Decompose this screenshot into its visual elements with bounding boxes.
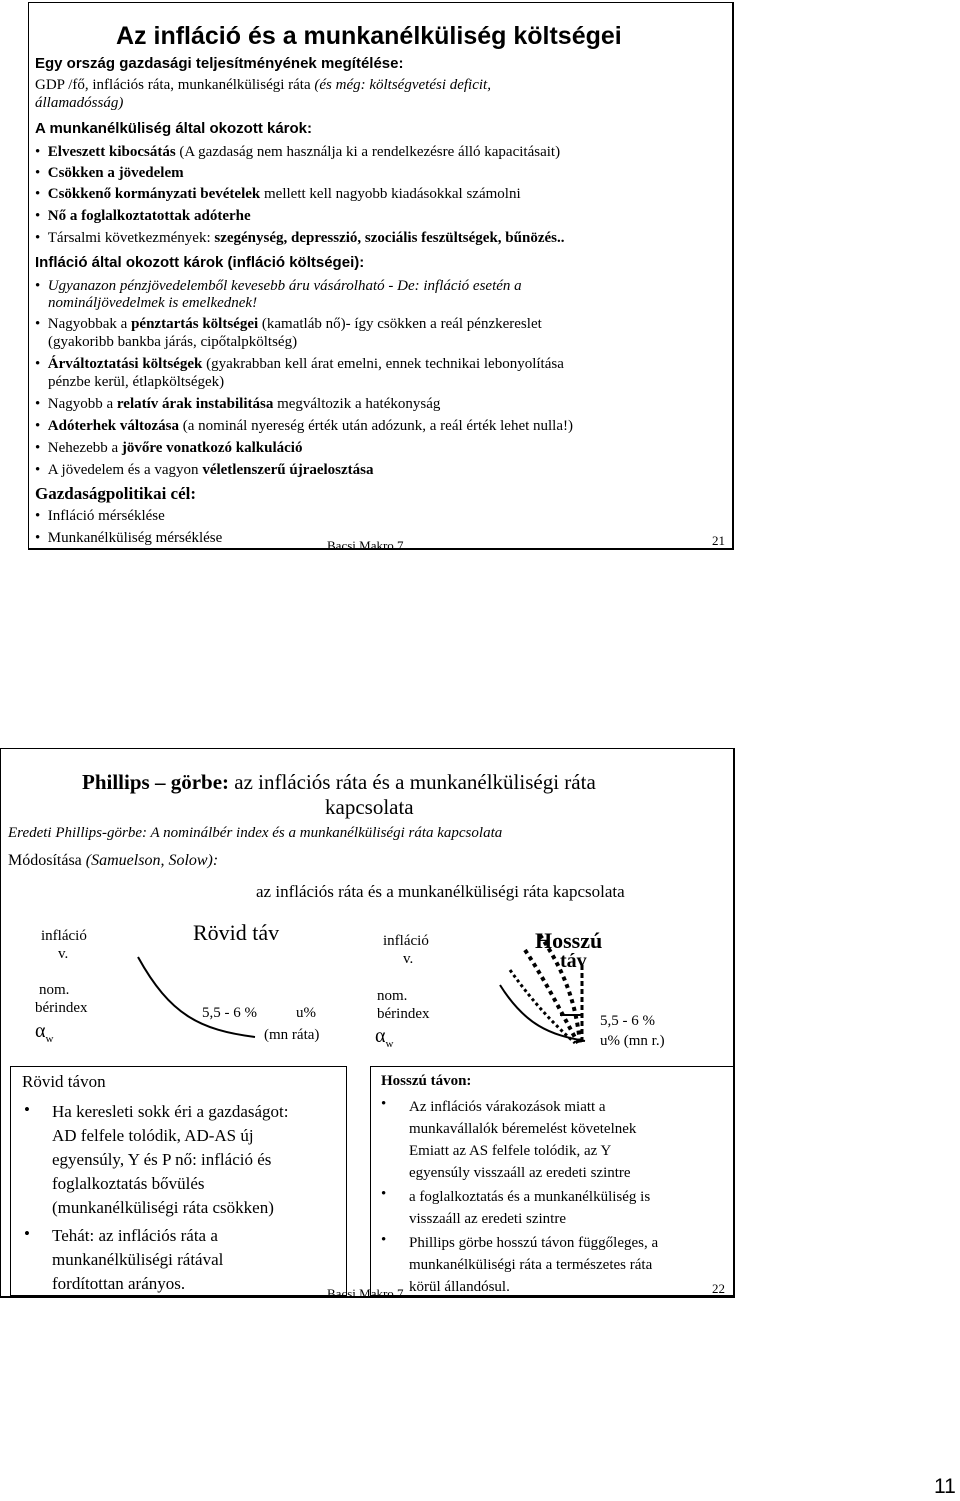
slide2-line3: az inflációs ráta és a munkanélküliségi ráta kapcsolata	[256, 882, 625, 901]
slide2-title-line2: kapcsolata	[325, 795, 414, 819]
page-number: 11	[934, 1475, 956, 1498]
policy-bullet-2: • Munkanélküliség mérséklése	[35, 530, 223, 546]
bullet-5: • Társalmi következmények: szegénység, depresszió, szociális feszültségek, bűnözés..	[35, 230, 565, 246]
slide2-footer: Bacsi Makro 7	[327, 1286, 404, 1301]
short-bullet-1-dot: •	[24, 1100, 30, 1119]
infl-bullet-7: • A jövedelem és a vagyon véletlenszerű újraelosztása	[35, 462, 374, 478]
slide1-footer: Bacsi Makro 7	[327, 538, 404, 553]
slide1-line-3: államadósság)	[35, 95, 124, 111]
long-bullet-3-dot: •	[381, 1232, 387, 1248]
infl-bullet-3: • Árváltoztatási költségek (gyakrabban kell árat emelni, ennek technikai lebonyolítása	[35, 356, 564, 372]
slide1-line-2: GDP /fő, inflációs ráta, munkanélküliségi ráta (és még: költségvetési deficit,	[35, 77, 491, 93]
long-bullet-2: a foglalkoztatás és a munkanélküliség is visszaáll az eredeti szintre	[409, 1189, 651, 1227]
infl-bullet-3-cont: pénzbe kerül, étlapköltségek)	[48, 374, 225, 390]
infl-bullet-5: • Adóterhek változása (a nominál nyereség érték után adózunk, a reál érték lehet nulla!)	[35, 418, 573, 434]
left-chart-title: Rövid táv	[193, 920, 280, 945]
bullet-2: • Csökken a jövedelem	[35, 165, 184, 181]
slide1-line-4: A munkanélküliség által okozott károk:	[35, 120, 313, 137]
right-ylabel-2: v.	[403, 951, 414, 967]
right-ylabel-3: nom.	[377, 988, 408, 1004]
left-ylabel-4: bérindex	[35, 1000, 88, 1016]
slide2-number: 22	[712, 1281, 725, 1296]
policy-bullet-1: • Infláció mérséklése	[35, 508, 165, 524]
right-chart-title-1: Hosszú	[535, 928, 603, 953]
infl-bullet-2-cont: (gyakoribb bankba járás, cipőtalpköltség)	[48, 334, 298, 350]
slide1-line-1: Egy ország gazdasági teljesítményének megítélése:	[35, 55, 404, 72]
left-ylabel-1: infláció	[41, 928, 87, 944]
slide2-title: Phillips – görbe: az inflációs ráta és a munkanélküliségi ráta	[82, 770, 596, 794]
right-xlabel-2: u% (mn r.)	[600, 1033, 665, 1049]
left-ylabel-2: v.	[58, 946, 69, 962]
short-bullet-1: Ha keresleti sokk éri a gazdaságot: AD felfele tolódik, AD-AS új egyensúly, Y és P nő: infláció és foglalkoztatás bővülés (munkanélküliségi ráta csökken)	[52, 1102, 289, 1217]
right-ylabel-1: infláció	[383, 933, 429, 949]
right-alpha-label: $\alpha_w$	[375, 1025, 394, 1050]
right-xlabel-1: 5,5 - 6 %	[600, 1013, 655, 1029]
short-run-phillips-curve	[130, 925, 270, 1055]
infl-bullet-2: • Nagyobbak a pénztartás költségei (kamatláb nő)- így csökken a reál pénzkereslet	[35, 316, 542, 332]
slide1-number: 21	[712, 533, 725, 548]
left-alpha-label: $\alpha_w$	[35, 1020, 54, 1045]
long-bullet-2-dot: •	[381, 1186, 387, 1202]
short-bullet-2-dot: •	[24, 1224, 30, 1243]
bullet-1: • Elveszett kibocsátás (A gazdaság nem használja ki a rendelkezésre álló kapacitásait)	[35, 144, 561, 160]
bullet-4: • Nő a foglalkoztatottak adóterhe	[35, 208, 251, 224]
policy-heading: Gazdaságpolitikai cél:	[35, 484, 197, 503]
slide2-line2: Módosítása (Samuelson, Solow):	[8, 852, 219, 869]
infl-bullet-4: • Nagyobb a relatív árak instabilitása megváltozik a hatékonyság	[35, 396, 441, 412]
short-run-heading: Rövid távon	[22, 1072, 106, 1091]
infl-bullet-6: • Nehezebb a jövőre vonatkozó kalkuláció	[35, 440, 303, 456]
left-xlabel-2: u%	[296, 1005, 316, 1021]
left-xlabel-1: 5,5 - 6 %	[202, 1005, 257, 1021]
infl-bullet-1-cont: nomináljövedelmek is emelkednek!	[48, 295, 258, 311]
slide1-title: Az infláció és a munkanélküliség költségei	[116, 22, 622, 50]
left-ylabel-3: nom.	[39, 982, 70, 998]
long-run-heading: Hosszú távon:	[381, 1073, 472, 1089]
right-ylabel-4: bérindex	[377, 1006, 430, 1022]
right-chart-title-2: táv	[560, 950, 587, 972]
bullet-3: • Csökkenő kormányzati bevételek mellett kell nagyobb kiadásokkal számolni	[35, 186, 521, 202]
short-bullet-2: Tehát: az inflációs ráta a munkanélküliségi rátával fordítottan arányos.	[52, 1226, 224, 1293]
left-xlabel-3: (mn ráta)	[264, 1027, 320, 1043]
inflation-heading: Infláció által okozott károk (infláció költségei):	[35, 254, 365, 271]
long-bullet-3: Phillips görbe hosszú távon függőleges, a munkanélküliségi ráta a természetes ráta körül állandósul.	[409, 1235, 659, 1295]
slide2-line1: Eredeti Phillips-görbe: A nominálbér index és a munkanélküliségi ráta kapcsolata	[8, 825, 503, 841]
infl-bullet-1: • Ugyanazon pénzjövedelemből kevesebb áru vásárolható - De: infláció esetén a	[35, 278, 522, 294]
long-bullet-1: Az inflációs várakozások miatt a munkavállalók béremelést követelnek Emiatt az AS felfele tolódik, az Y egyensúly visszaáll az eredeti szintre	[409, 1099, 637, 1181]
long-bullet-1-dot: •	[381, 1096, 387, 1112]
